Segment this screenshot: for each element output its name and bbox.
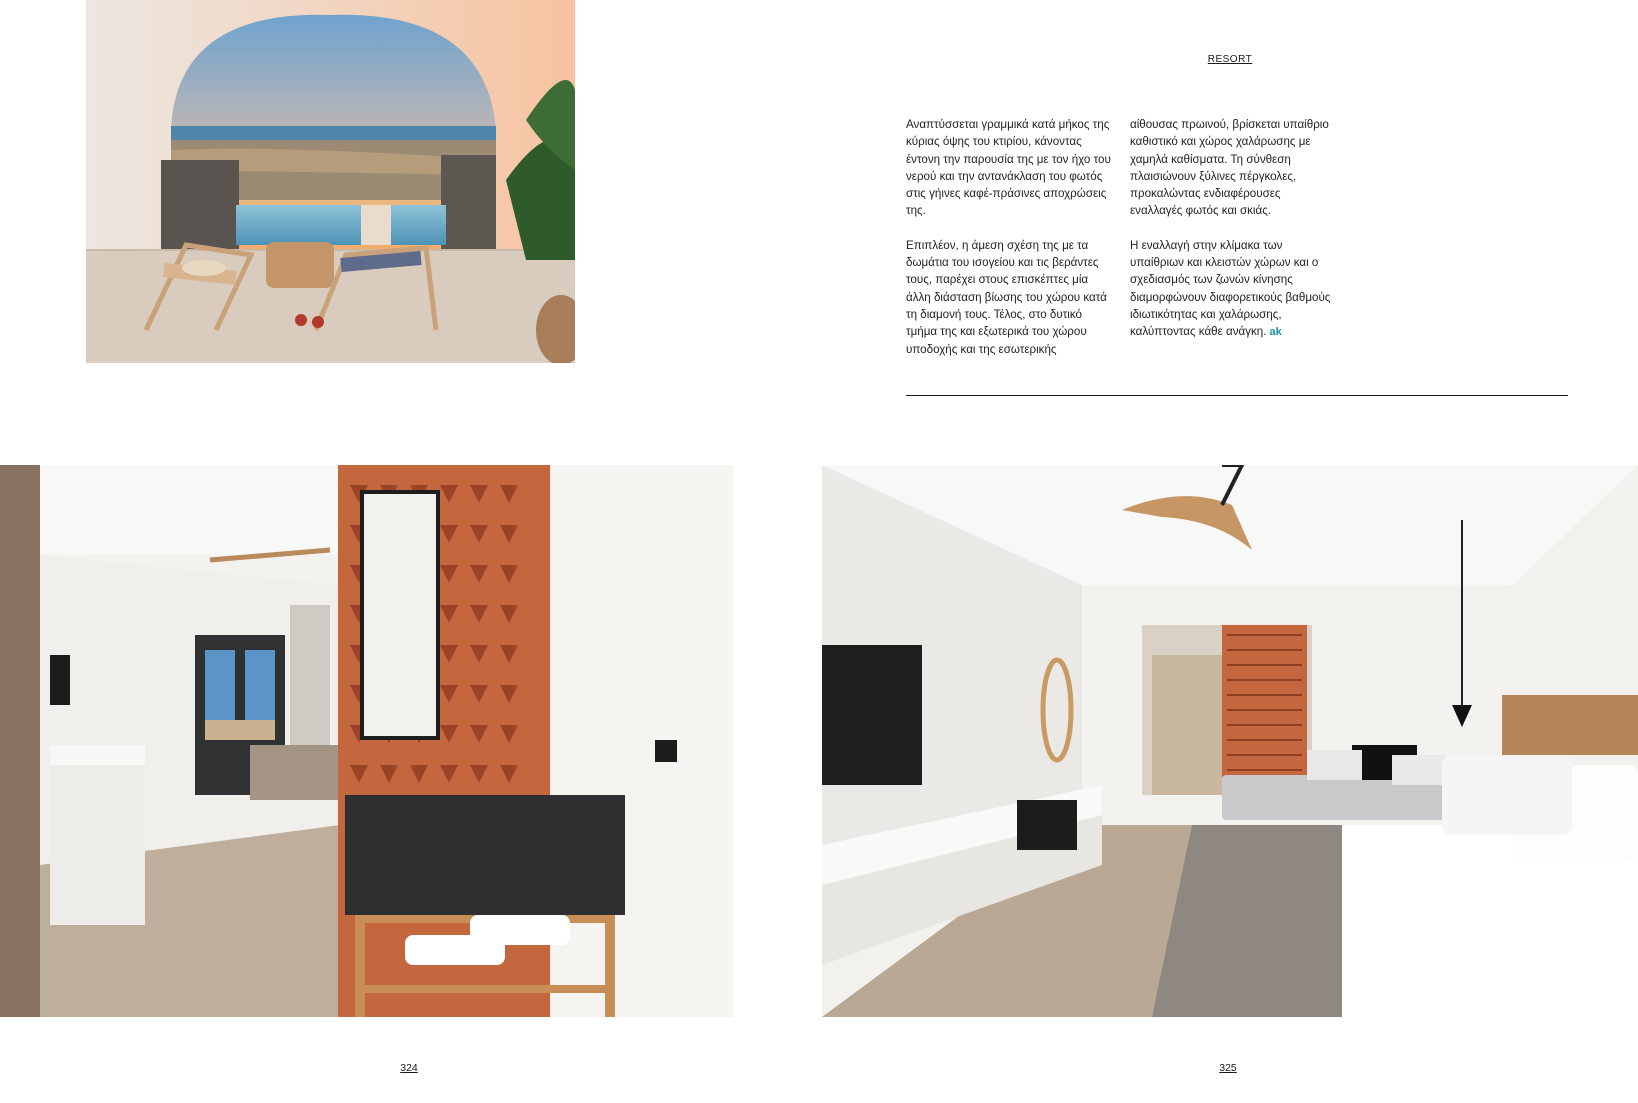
page-number-left: 324 [400,1062,418,1074]
article-paragraph-last [1130,237,1335,342]
article-column-right [1130,116,1335,359]
divider-rule [906,395,1568,396]
page-number-right: 325 [1219,1062,1237,1074]
article-paragraph: αίθουσας πρωινού, βρίσκεται υπαίθριο καθιστικό και χώρος χαλάρωσης με χαμηλά καθίσματα. Τη σύνθεση πλαισιώνουν ξύλινες πέργκολες, προκαλώντας ενδιαφέρουσες εναλλαγές φωτός και σκιάς. [1130,118,1329,218]
terrace-sunset-photo [86,0,575,363]
article-paragraph: Αναπτύσσεται γραμμικά κατά μήκος της κύριας όψης του κτιρίου, κάνοντας έντονη την παρουσία της με τον ήχο του νερού και την αντανάκλαση του φωτός στις γήινες καφέ-πράσινες αποχρώσεις της. [906,118,1111,218]
article-paragraph: Επιπλέον, η άμεση σχέση της με τα δωμάτια του ισογείου και τις βεράντες τους, παρέχει στους επισκέπτες μία άλλη διάσταση βίωσης του χώρου κατά τη διαμονή τους. Τέλος, στο δυτικό τμήμα της και εξωτερικά του χώρου υποδοχής και της εσωτερικής [906,238,1107,356]
bedroom-photo [822,465,1638,1017]
bathroom-photo [0,465,733,1017]
article-paragraph-text: Η εναλλαγή στην κλίμακα των υπαίθριων και κλειστών χώρων και ο σχεδιασμός των ζωνών κίνησης διαμορφώνουν διαφορετικούς βαθμούς ιδιωτικότητας και χαλάρωσης, καλύπτοντας κάθε ανάγκη. [1130,238,1331,339]
ak-end-mark: ak [1269,326,1282,339]
article-column-left [906,116,1111,375]
section-label: RESORT [1207,54,1253,65]
